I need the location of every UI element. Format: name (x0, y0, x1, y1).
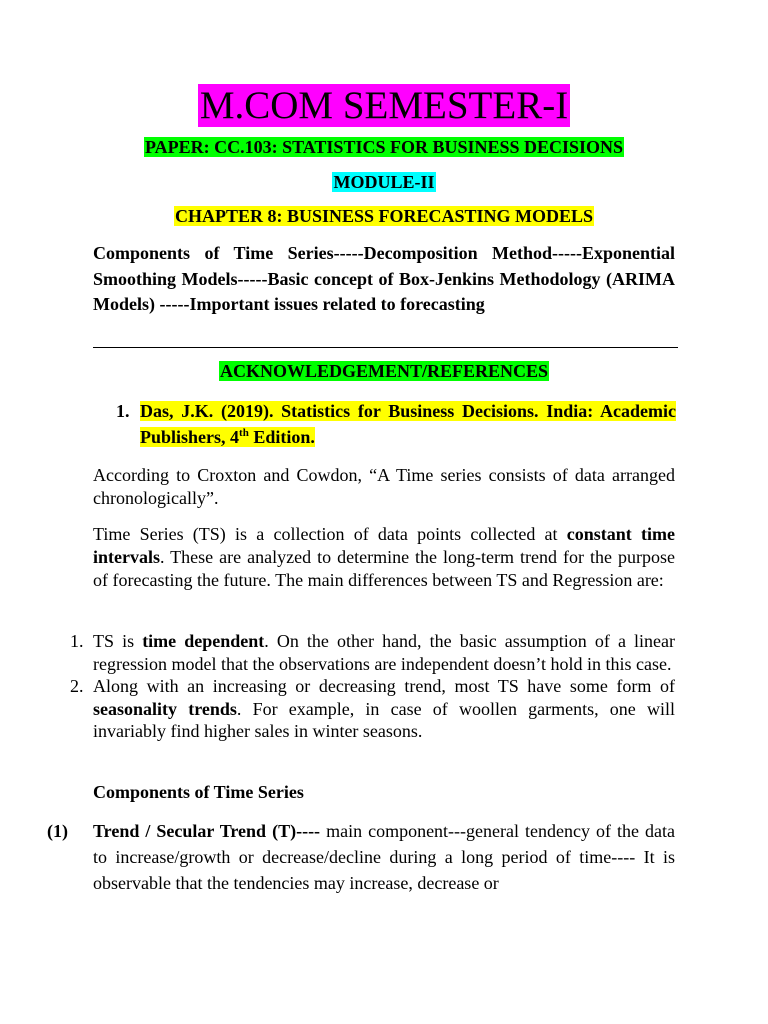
trend-item (47, 818, 675, 896)
trend-number: (1) (47, 821, 68, 841)
paper-line (0, 136, 768, 158)
reference-tail: Edition. (248, 427, 315, 447)
reference-text (140, 401, 676, 447)
list-item-bold: time dependent (142, 631, 265, 651)
list-item-text: TS is (93, 631, 143, 651)
list-item-text: Along with an increasing or decreasing trend, most TS have some form of (93, 676, 675, 696)
document-title (0, 84, 768, 128)
chapter-topics: Components of Time Series-----Decomposition Method-----Exponential Smoothing Models-----Basic concept of Box-Jenkins Methodology (ARIMA Models) -----Important issues related to forecasting (93, 243, 675, 314)
title-text: M.COM SEMESTER-I (199, 84, 569, 127)
reference-main: Das, J.K. (2019). Statistics for Business Decisions. India: Academic Publishers, 4 (140, 401, 676, 447)
chapter-text: CHAPTER 8: BUSINESS FORECASTING MODELS (174, 206, 594, 226)
list-item-bold: seasonality trends (93, 698, 237, 719)
differences-list (70, 630, 675, 743)
list-item-text: . For example, in case of woollen garments, one will invariably find higher sales in winter seasons. (93, 698, 675, 741)
definition-bold: constant time intervals (93, 524, 676, 567)
reference-number: 1. (116, 401, 130, 421)
definition-text-2: . These are analyzed to determine the long-term trend for the purpose of forecasting the future. The main differences between TS and Regression are: (93, 547, 675, 590)
module-text: MODULE-II (333, 172, 435, 192)
list-item (70, 675, 675, 743)
list-item-number: 2. (70, 676, 84, 696)
croxton-quote-paragraph: According to Croxton and Cowdon, “A Time series consists of data arranged chronologically”. (93, 465, 675, 508)
list-item-number: 1. (70, 631, 84, 651)
list-item (70, 630, 675, 675)
module-line (0, 171, 768, 193)
acknowledgement-heading (0, 360, 768, 382)
list-item-text: . On the other hand, the basic assumption of a linear regression model that the observations are independent doesn’t hold in this case. (93, 631, 675, 674)
definition-text-1: Time Series (TS) is a collection of data points collected at (93, 524, 567, 544)
acknowledgement-text: ACKNOWLEDGEMENT/REFERENCES (219, 361, 549, 381)
divider-line (93, 347, 678, 348)
trend-bold: Trend / Secular Trend (T)---- (93, 821, 321, 841)
trend-text: main component---general tendency of the data to increase/growth or decrease/decline during a long period of time---- It is observable that the tendencies may increase, decrease or (93, 821, 675, 893)
chapter-line (0, 205, 768, 227)
components-heading: Components of Time Series (93, 782, 304, 802)
time-series-definition-paragraph (93, 523, 675, 592)
reference-superscript: th (239, 427, 249, 439)
paper-text: PAPER: CC.103: STATISTICS FOR BUSINESS DECISIONS (144, 137, 624, 157)
reference-item (116, 398, 676, 450)
